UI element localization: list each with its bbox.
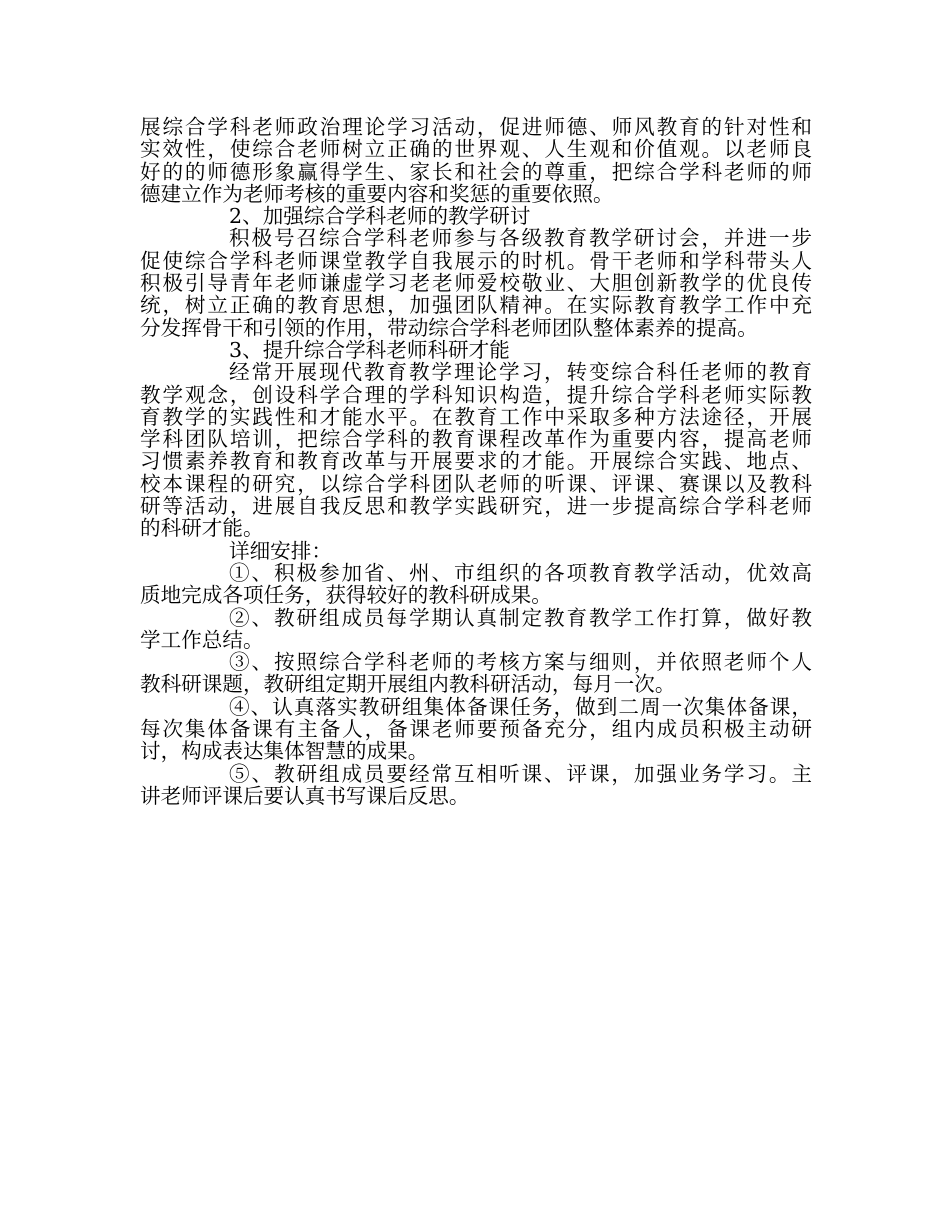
text-line: 的科研才能。 bbox=[140, 516, 264, 541]
text-line: ④、认真落实教研组集体备课任务，做到二周一次集体备课， bbox=[229, 694, 812, 719]
text-line: 讨，构成表达集体智慧的成果。 bbox=[140, 739, 429, 764]
text-line: 研等活动，进展自我反思和教学实践研究，进一步提高综合学科老师 bbox=[140, 494, 812, 519]
text-line: 展综合学科老师政治理论学习活动，促进师德、师风教育的针对性和 bbox=[140, 115, 812, 139]
text-line: ①、积极参加省、州、市组织的各项教育教学活动，优效高 bbox=[229, 560, 812, 585]
text-line: 习惯素养教育和教育改革与开展要求的才能。开展综合实践、地点、 bbox=[140, 449, 812, 474]
text-line: 学科团队培训，把综合学科的教育课程改革作为重要内容，提高老师 bbox=[140, 427, 812, 452]
text-line: ⑤、教研组成员要经常互相听课、评课，加强业务学习。主 bbox=[229, 761, 812, 786]
text-line: 校本课程的研究，以综合学科团队老师的听课、评课、赛课以及教科 bbox=[140, 471, 812, 496]
text-line: 促使综合学科老师课堂教学自我展示的时机。骨干老师和学科带头人 bbox=[140, 248, 812, 273]
text-line: 经常开展现代教育教学理论学习，转变综合科任老师的教育 bbox=[229, 360, 812, 385]
text-line: 积极号召综合学科老师参与各级教育教学研讨会，并进一步 bbox=[229, 226, 812, 251]
text-line: 2、加强综合学科老师的教学研讨 bbox=[229, 204, 531, 229]
text-line: 德建立作为老师考核的重要内容和奖惩的重要依照。 bbox=[140, 181, 614, 206]
text-line: 每次集体备课有主备人，备课老师要预备充分，组内成员积极主动研 bbox=[140, 717, 812, 742]
text-line: 好的的师德形象赢得学生、家长和社会的尊重，把综合学科老师的师 bbox=[140, 159, 812, 184]
document-page bbox=[140, 116, 812, 807]
text-line: ②、教研组成员每学期认真制定教育教学工作打算，做好教 bbox=[229, 605, 812, 630]
text-line: 育教学的实践性和才能水平。在教育工作中采取多种方法途径，开展 bbox=[140, 404, 812, 429]
text-line: 3、提升综合学科老师科研才能 bbox=[229, 337, 510, 362]
text-line: 详细安排： bbox=[229, 538, 332, 563]
text-line: 分发挥骨干和引领的作用，带动综合学科老师团队整体素养的提高。 bbox=[140, 315, 758, 340]
text-line: 质地完成各项任务，获得较好的教科研成果。 bbox=[140, 583, 552, 608]
text-line: 教学观念，创设科学合理的学科知识构造，提升综合学科老师实际教 bbox=[140, 382, 812, 407]
text-line: 讲老师评课后要认真书写课后反思。 bbox=[140, 783, 470, 808]
text-line: 教科研课题，教研组定期开展组内教科研活动，每月一次。 bbox=[140, 672, 676, 697]
text-line: 实效性，使综合老师树立正确的世界观、人生观和价值观。以老师良 bbox=[140, 137, 812, 162]
text-line: 积极引导青年老师谦虚学习老老师爱校敬业、大胆创新教学的优良传 bbox=[140, 271, 812, 296]
text-line: 学工作总结。 bbox=[140, 627, 264, 652]
text-line: 统，树立正确的教育思想，加强团队精神。在实际教育教学工作中充 bbox=[140, 293, 812, 318]
text-line: ③、按照综合学科老师的考核方案与细则，并依照老师个人 bbox=[229, 650, 812, 675]
